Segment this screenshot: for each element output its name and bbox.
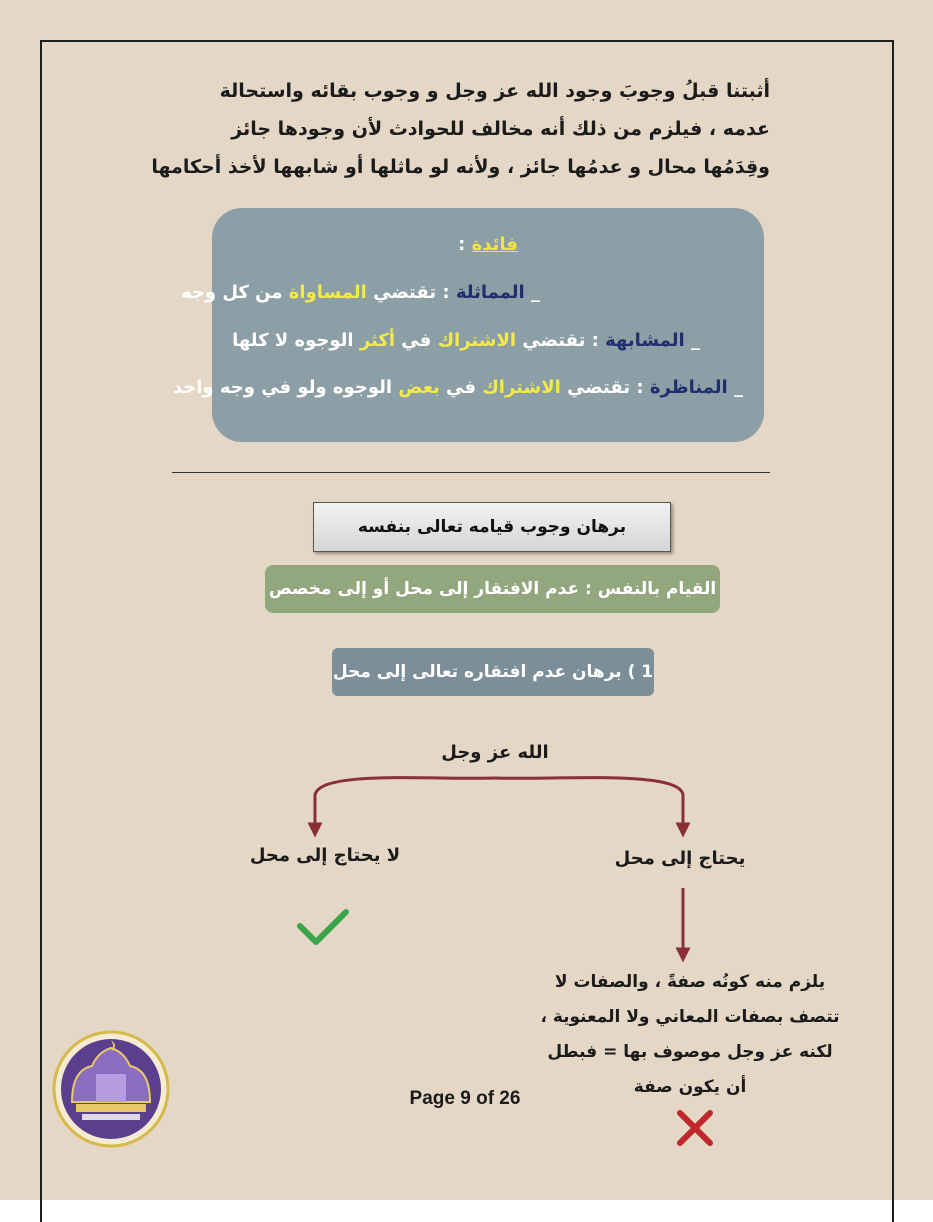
- row-term: المناظرة: [649, 377, 728, 398]
- row-mid: في: [439, 377, 483, 398]
- row-dash: _: [727, 377, 743, 398]
- definition-box: القيام بالنفس : عدم الافتقار إلى محل أو إلى مخصص: [265, 565, 720, 613]
- intro-line: أثبتنا قبلُ وجوبَ وجود الله عز وجل و وجوب بقائه واستحالة: [219, 80, 770, 102]
- intro-line: وقِدَمُها محال و عدمُها جائز ، ولأنه لو ماثلها أو شابهها لأخذ أحكامها: [151, 156, 770, 178]
- row-key: بعض: [398, 377, 440, 398]
- page-number: Page 9 of 26: [409, 1088, 521, 1109]
- row-dash: _: [684, 330, 700, 351]
- school-logo: [52, 1030, 170, 1148]
- row-key: المساواة: [288, 282, 367, 303]
- conclusion-line: تتصف بصفات المعاني ولا المعنوية ،: [540, 1007, 840, 1027]
- cross-icon: [680, 1113, 710, 1143]
- row-term: المماثلة: [455, 282, 525, 303]
- row-key: الاشتراك: [482, 377, 561, 398]
- fayda-title-colon: :: [458, 234, 472, 255]
- row-rest: الوجوه لا كلها: [232, 330, 360, 351]
- row-term: المشابهة: [605, 330, 685, 351]
- branch-right-label: يحتاج إلى محل: [614, 848, 746, 869]
- burhan-heading: برهان وجوب قيامه تعالى بنفسه: [313, 502, 671, 552]
- diagram-root: الله عز وجل: [441, 742, 549, 763]
- conclusion-line: يلزم منه كونُه صفةً ، والصفات لا: [554, 972, 826, 992]
- row-mid: في: [395, 330, 438, 351]
- row-dash: _: [524, 282, 540, 303]
- row-rest: من كل وجه: [181, 282, 289, 303]
- branch-left-arrow: [315, 778, 495, 830]
- conclusion-line: لكنه عز وجل موصوف بها = فبطل: [547, 1042, 833, 1062]
- row-key: الاشتراك: [437, 330, 517, 351]
- row-sep: : تقتضي: [366, 282, 456, 303]
- branch-right-arrow: [495, 778, 683, 830]
- row-sep: : تقتضي: [560, 377, 650, 398]
- row-key: أكثر: [359, 330, 396, 351]
- check-icon: [300, 912, 346, 942]
- branch-left-label: لا يحتاج إلى محل: [249, 845, 401, 866]
- row-rest: الوجوه ولو في وجه واحد: [172, 377, 399, 398]
- proof-heading: 1 ) برهان عدم افتقاره تعالى إلى محل: [332, 648, 654, 696]
- fayda-title-text: فائدة: [471, 234, 518, 255]
- conclusion-line: أن يكون صفة: [633, 1077, 747, 1097]
- conclusion-text: [520, 965, 860, 1105]
- intro-line: عدمه ، فيلزم من ذلك أنه مخالف للحوادث لأن وجودها جائز: [231, 118, 770, 140]
- row-sep: : تقتضي: [516, 330, 606, 351]
